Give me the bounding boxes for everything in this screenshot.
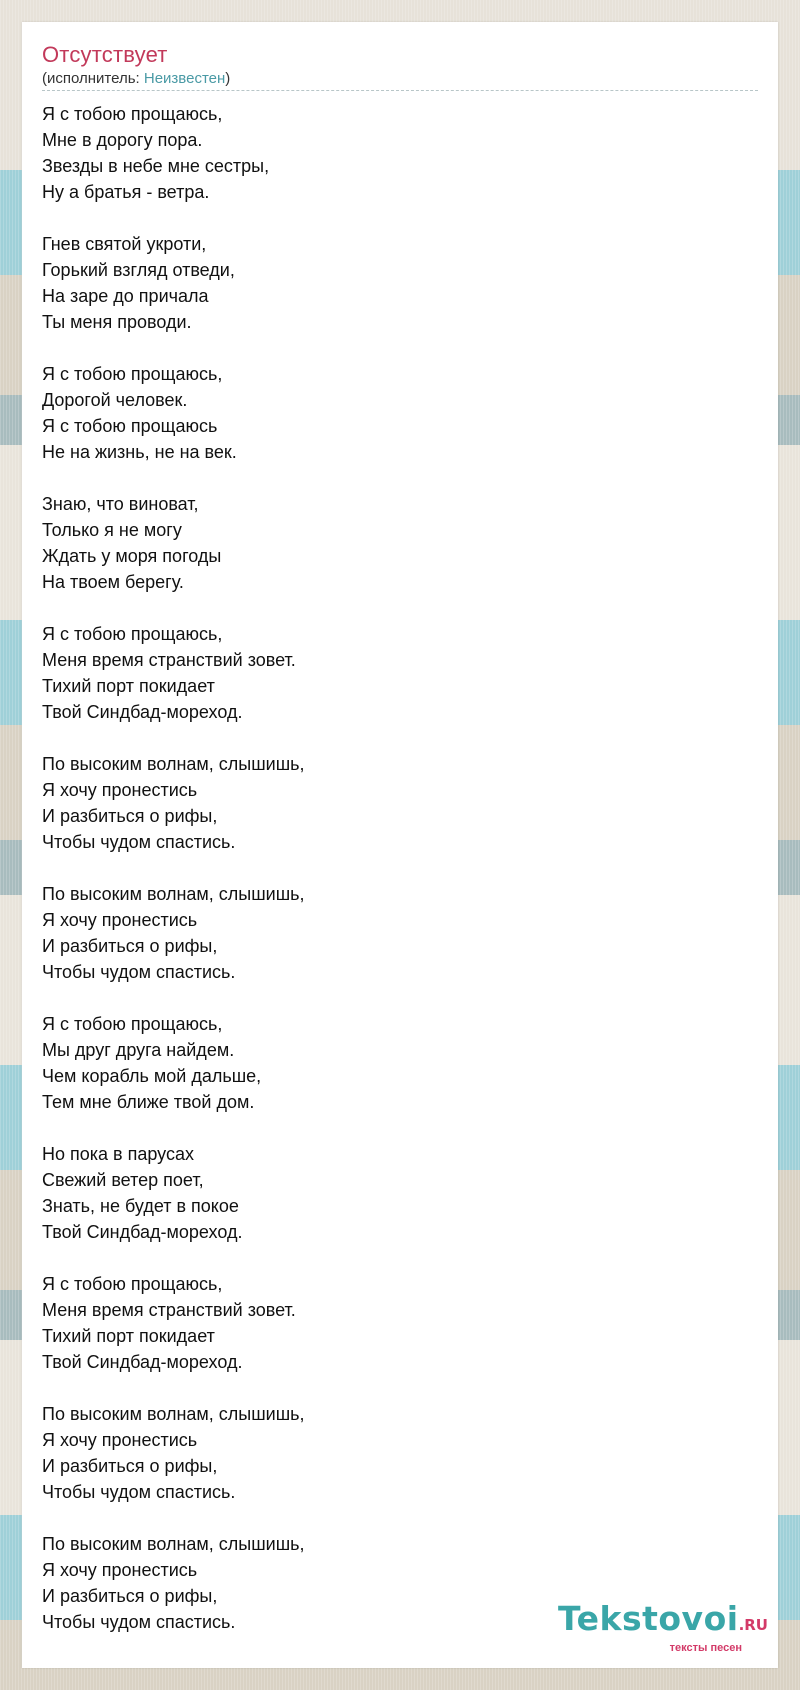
lyric-line: По высоким волнам, слышишь,	[42, 884, 305, 904]
stanza	[42, 101, 758, 205]
lyric-line: Чтобы чудом спастись.	[42, 1612, 236, 1632]
lyric-line: Я с тобою прощаюсь,	[42, 624, 223, 644]
lyric-line: По высоким волнам, слышишь,	[42, 1534, 305, 1554]
lyric-line: Твой Синдбад-мореход.	[42, 1222, 243, 1242]
lyric-line: Знать, не будет в покое	[42, 1196, 239, 1216]
lyric-line: Чтобы чудом спастись.	[42, 832, 236, 852]
lyric-line: По высоким волнам, слышишь,	[42, 1404, 305, 1424]
lyric-line: Тихий порт покидает	[42, 1326, 215, 1346]
lyric-line: Ну а братья - ветра.	[42, 182, 210, 202]
lyric-line: И разбиться о рифы,	[42, 1456, 218, 1476]
lyric-line: Тихий порт покидает	[42, 676, 215, 696]
lyric-line: Чем корабль мой дальше,	[42, 1066, 262, 1086]
artist-suffix: )	[225, 70, 231, 87]
lyric-line: Я с тобою прощаюсь,	[42, 364, 223, 384]
stanza	[42, 751, 758, 855]
lyric-line: Дорогой человек.	[42, 390, 188, 410]
site-logo[interactable]	[558, 1599, 768, 1654]
lyric-line: Я с тобою прощаюсь,	[42, 1274, 223, 1294]
lyric-line: Знаю, что виноват,	[42, 494, 199, 514]
lyric-line: Я с тобою прощаюсь	[42, 416, 218, 436]
lyric-line: Тем мне ближе твой дом.	[42, 1092, 255, 1112]
logo-tld: .RU	[738, 1616, 768, 1634]
stanza	[42, 1271, 758, 1375]
lyric-line: И разбиться о рифы,	[42, 806, 218, 826]
lyric-line: Чтобы чудом спастись.	[42, 1482, 236, 1502]
lyric-line: Я хочу пронестись	[42, 1560, 198, 1580]
lyric-line: Звезды в небе мне сестры,	[42, 156, 270, 176]
lyric-line: И разбиться о рифы,	[42, 936, 218, 956]
lyric-line: Ты меня проводи.	[42, 312, 192, 332]
artist-prefix: (исполнитель:	[42, 70, 144, 87]
stanza	[42, 1011, 758, 1115]
lyric-line: Я с тобою прощаюсь,	[42, 104, 223, 124]
lyric-line: Но пока в парусах	[42, 1144, 194, 1164]
stanza	[42, 1141, 758, 1245]
lyric-line: Я хочу пронестись	[42, 1430, 198, 1450]
lyric-line: Меня время странствий зовет.	[42, 650, 296, 670]
lyric-line: Не на жизнь, не на век.	[42, 442, 237, 462]
lyric-line: Мне в дорогу пора.	[42, 130, 203, 150]
lyric-line: Чтобы чудом спастись.	[42, 962, 236, 982]
song-title: Отсутствует	[42, 42, 168, 67]
artist-link[interactable]: Неизвестен	[143, 70, 226, 87]
lyric-line: По высоким волнам, слышишь,	[42, 754, 305, 774]
lyric-line: Только я не могу	[42, 520, 182, 540]
lyrics-card	[22, 22, 778, 1668]
stanza	[42, 621, 758, 725]
logo-name: Tekstovoi	[558, 1599, 739, 1638]
lyric-line: Я с тобою прощаюсь,	[42, 1014, 223, 1034]
stanza	[42, 231, 758, 335]
lyric-line: Меня время странствий зовет.	[42, 1300, 296, 1320]
lyric-line: На твоем берегу.	[42, 572, 184, 592]
lyric-line: Твой Синдбад-мореход.	[42, 702, 243, 722]
lyric-line: Свежий ветер поет,	[42, 1170, 204, 1190]
lyric-line: Мы друг друга найдем.	[42, 1040, 235, 1060]
stanza	[42, 361, 758, 465]
lyric-line: На заре до причала	[42, 286, 209, 306]
lyric-line: Ждать у моря погоды	[42, 546, 222, 566]
lyric-line: Твой Синдбад-мореход.	[42, 1352, 243, 1372]
lyric-line: Гнев святой укроти,	[42, 234, 207, 254]
lyric-line: Горький взгляд отведи,	[42, 260, 235, 280]
logo-wordmark	[558, 1599, 768, 1642]
stanza	[42, 1401, 758, 1505]
stanza	[42, 491, 758, 595]
lyric-line: Я хочу пронестись	[42, 910, 198, 930]
stanza	[42, 881, 758, 985]
lyric-line: И разбиться о рифы,	[42, 1586, 218, 1606]
lyric-line: Я хочу пронестись	[42, 780, 198, 800]
logo-tagline: тексты песен	[669, 1642, 742, 1654]
artist-line	[42, 70, 758, 91]
lyrics-body	[42, 101, 758, 1635]
